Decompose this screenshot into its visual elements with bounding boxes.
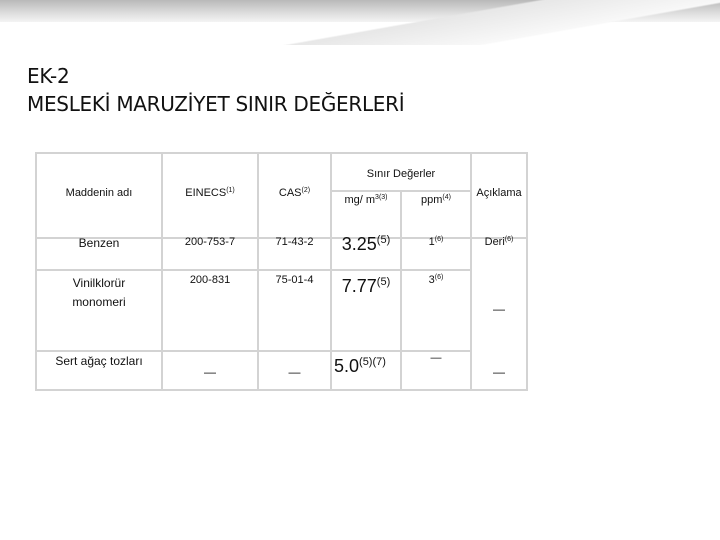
- row3-notes: —: [493, 365, 505, 379]
- header-einecs-label: EINECS: [185, 187, 227, 199]
- row2-mg-value: 7.77: [341, 276, 377, 296]
- row1-ppm-value: 1: [428, 236, 435, 248]
- row1-einecs: 200-753-7: [184, 236, 236, 248]
- row3-cas: —: [288, 365, 301, 379]
- row1-substance: Benzen: [78, 236, 120, 250]
- top-corner-decoration: [0, 0, 720, 45]
- page-title: [27, 62, 404, 118]
- row2-notes: —: [493, 302, 505, 316]
- row1-ppm: [402, 236, 470, 248]
- header-mg: [332, 194, 400, 206]
- row1-mg-value: 3.25: [341, 234, 377, 254]
- row2-ppm-footnote: (6): [434, 274, 444, 281]
- row1-mg: [332, 234, 400, 255]
- header-ppm: [402, 194, 470, 206]
- row1-notes-value: Deri: [484, 236, 505, 248]
- row3-einecs: —: [204, 365, 216, 379]
- header-mg-label: mg/ m: [344, 194, 376, 206]
- header-notes: [472, 187, 526, 199]
- row3-mg-value: 5.0: [334, 356, 360, 376]
- row1-cas: 71-43-2: [275, 236, 314, 248]
- row2-substance-line1: Vinilklorür: [72, 276, 126, 290]
- title-line-2: MESLEKİ MARUZİYET SINIR DEĞERLERİ: [27, 92, 405, 116]
- header-cas-footnote: (2): [301, 187, 311, 194]
- row3-ppm: —: [430, 352, 442, 364]
- row1-notes-footnote: (6): [504, 236, 514, 243]
- row1-ppm-footnote: (6): [434, 236, 444, 243]
- row2-cas: 75-01-4: [275, 274, 314, 286]
- title-line-1: EK-2: [27, 64, 70, 88]
- row3-mg-footnote: (5)(7): [359, 356, 386, 368]
- row2-substance-line2: monomeri: [72, 295, 126, 309]
- row2-ppm-value: 3: [428, 274, 435, 286]
- header-mg-footnote: 3(3): [375, 194, 388, 201]
- row1-mg-footnote: (5): [376, 234, 391, 246]
- header-substance-label: Maddenin adı: [65, 187, 133, 199]
- row2-mg: [332, 276, 400, 297]
- header-cas-label: CAS: [278, 187, 302, 199]
- row1-notes: [472, 236, 526, 248]
- row3-substance: Sert ağaç tozları: [55, 354, 143, 368]
- header-einecs-footnote: (1): [226, 187, 235, 194]
- header-ppm-label: ppm: [421, 194, 443, 206]
- header-substance: [37, 187, 161, 199]
- row2-mg-footnote: (5): [376, 276, 391, 288]
- header-limits-group-label: Sınır Değerler: [366, 168, 436, 180]
- header-cas: [259, 187, 330, 199]
- row2-einecs: 200-831: [189, 274, 231, 286]
- header-notes-label: Açıklama: [476, 187, 522, 199]
- header-einecs: [163, 187, 257, 199]
- row2-substance: [37, 274, 161, 312]
- row2-ppm: [402, 274, 470, 286]
- row3-mg: [334, 356, 400, 377]
- exposure-limits-table: [35, 152, 528, 391]
- header-limits-group: [332, 168, 470, 180]
- header-ppm-footnote: (4): [442, 194, 451, 201]
